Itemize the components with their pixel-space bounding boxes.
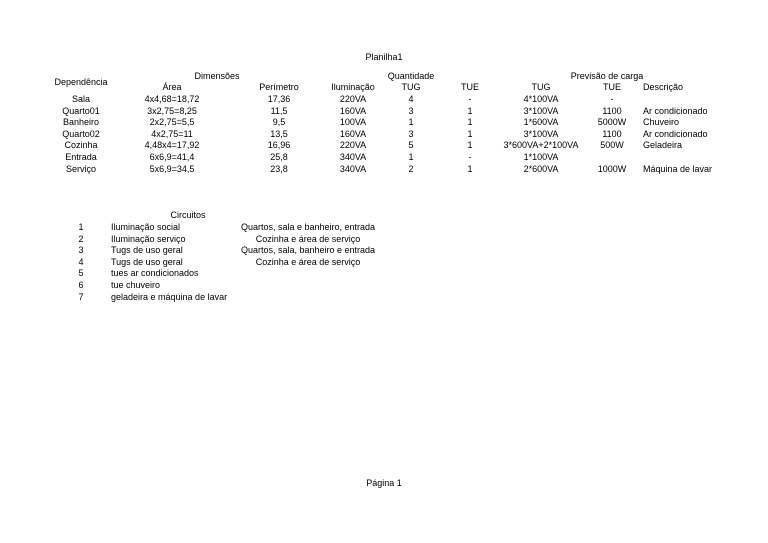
cell-prev-tug: 1*100VA	[523, 152, 559, 162]
cell-area: 5x6,9=34,5	[149, 163, 195, 174]
cell-descricao: Ar condicionado	[643, 105, 708, 116]
circuito-description: Iluminação serviço	[111, 233, 186, 244]
cell-prev-tue: -	[610, 94, 614, 104]
cell-perimetro: 11,5	[270, 105, 288, 116]
cell-area: 6x6,9=41,4	[149, 152, 195, 162]
header-dependencia: Dependência	[54, 77, 108, 87]
cell-dependencia: Banheiro	[62, 117, 100, 128]
page-footer: Página 1	[366, 478, 402, 488]
cell-descricao: Geladeira	[643, 140, 683, 151]
circuito-description: geladeira e máquina de lavar	[111, 291, 228, 302]
cell-descricao: Ar condicionado	[643, 128, 708, 139]
header-perimetro: Perímetro	[259, 82, 299, 92]
header-qtd-tug: TUG	[401, 82, 421, 92]
cell-dependencia: Serviço	[65, 163, 97, 174]
circuito-location: Cozinha e área de serviço	[255, 256, 361, 267]
cell-area: 4x2,75=11	[151, 128, 193, 139]
cell-qtd-tug: 3	[408, 105, 414, 116]
cell-dependencia: Quarto02	[62, 128, 100, 139]
circuitos-title: Circuitos	[170, 210, 206, 220]
cell-perimetro: 16,96	[267, 140, 291, 151]
cell-qtd-tug: 5	[408, 140, 414, 151]
cell-perimetro: 17,36	[267, 94, 291, 104]
cell-descricao: Chuveiro	[643, 117, 680, 128]
circuito-number: 5	[78, 268, 84, 279]
cell-prev-tue: 500W	[600, 140, 624, 151]
circuito-description: tues ar condicionados	[111, 268, 199, 279]
circuito-location: Quartos, sala, banheiro e entrada	[240, 245, 376, 256]
cell-qtd-tue: 1	[467, 117, 473, 128]
cell-qtd-tue: 1	[467, 105, 473, 116]
header-descricao: Descrição	[643, 82, 684, 92]
cell-dependencia: Sala	[71, 94, 91, 104]
cell-iluminacao: 220VA	[339, 140, 367, 151]
circuito-number: 3	[78, 245, 84, 256]
header-previsao: Previsão de carga	[570, 71, 644, 81]
cell-prev-tue: 5000W	[597, 117, 627, 128]
cell-area: 4,48x4=17,92	[144, 140, 200, 151]
circuito-number: 4	[78, 256, 84, 267]
cell-qtd-tug: 1	[408, 117, 414, 128]
cell-perimetro: 25,8	[270, 152, 288, 162]
cell-qtd-tug: 3	[408, 128, 414, 139]
cell-iluminacao: 340VA	[339, 163, 367, 174]
circuito-description: Iluminação social	[111, 222, 181, 232]
cell-prev-tue: 1100	[602, 128, 622, 139]
cell-perimetro: 9,5	[272, 117, 286, 128]
cell-prev-tug: 2*600VA	[523, 163, 559, 174]
cell-qtd-tug: 2	[408, 163, 414, 174]
cell-iluminacao: 100VA	[339, 117, 367, 128]
cell-qtd-tug: 4	[408, 94, 414, 104]
cell-qtd-tue: 1	[467, 140, 473, 151]
cell-prev-tue: 1000W	[597, 163, 627, 174]
cell-qtd-tue: 1	[467, 163, 473, 174]
cell-area: 4x4,68=18,72	[144, 94, 200, 104]
cell-qtd-tug: 1	[408, 152, 414, 162]
cell-prev-tue: 1100	[602, 105, 622, 116]
cell-prev-tug: 3*100VA	[523, 128, 559, 139]
cell-prev-tug: 3*100VA	[523, 105, 559, 116]
cell-qtd-tue: 1	[467, 128, 473, 139]
circuito-description: Tugs de uso geral	[111, 245, 183, 256]
cell-descricao: Máquina de lavar	[643, 163, 713, 174]
cell-iluminacao: 160VA	[339, 128, 367, 139]
cell-dependencia: Quarto01	[62, 105, 100, 116]
cell-qtd-tue: -	[468, 152, 472, 162]
circuito-number: 6	[78, 280, 84, 290]
circuito-number: 1	[78, 222, 84, 232]
header-qtd-tue: TUE	[461, 82, 479, 92]
cell-area: 2x2,75=5,5	[149, 117, 195, 128]
cell-iluminacao: 340VA	[339, 152, 367, 162]
sheet-title: Planilha1	[365, 52, 403, 62]
header-quantidade: Quantidade	[387, 71, 435, 81]
circuito-number: 7	[78, 291, 84, 302]
circuito-number: 2	[78, 233, 84, 244]
header-area: Área	[162, 82, 182, 92]
circuito-description: Tugs de uso geral	[111, 256, 183, 267]
circuito-location: Quartos, sala e banheiro, entrada	[240, 222, 376, 232]
header-prev-tug: TUG	[531, 82, 551, 92]
cell-dependencia: Entrada	[65, 152, 97, 162]
header-prev-tue: TUE	[603, 82, 621, 92]
circuito-location: Cozinha e área de serviço	[255, 233, 361, 244]
cell-area: 3x2,75=8,25	[147, 105, 197, 116]
cell-perimetro: 23,8	[270, 163, 288, 174]
cell-perimetro: 13,5	[270, 128, 288, 139]
cell-prev-tug: 1*600VA	[523, 117, 559, 128]
header-dimensoes: Dimensões	[194, 71, 240, 81]
cell-prev-tug: 4*100VA	[523, 94, 559, 104]
cell-iluminacao: 220VA	[339, 94, 367, 104]
cell-dependencia: Cozinha	[64, 140, 98, 151]
cell-prev-tug: 3*600VA+2*100VA	[503, 140, 579, 151]
cell-qtd-tue: -	[468, 94, 472, 104]
circuito-description: tue chuveiro	[111, 280, 161, 290]
header-iluminacao: Iluminação	[331, 82, 375, 92]
cell-iluminacao: 160VA	[339, 105, 367, 116]
